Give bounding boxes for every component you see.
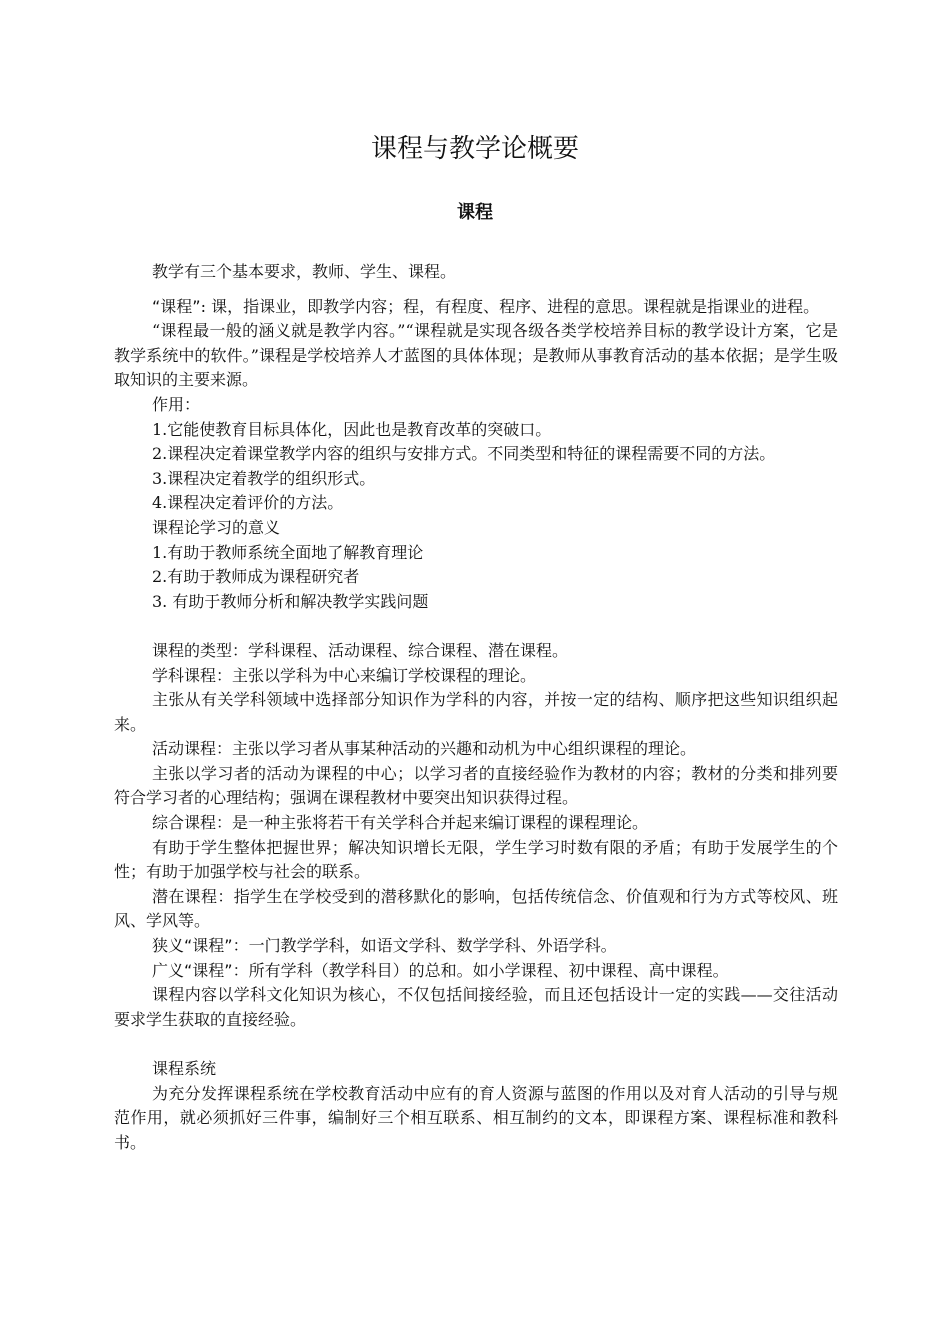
role-item-4: 4.课程决定着评价的方法。 — [152, 493, 344, 513]
document-title: 课程与教学论概要 — [370, 134, 579, 164]
types-heading: 课程的类型：学科课程、活动课程、综合课程、潜在课程。 — [152, 640, 569, 660]
role-item-3: 3.课程决定着教学的组织形式。 — [152, 468, 376, 488]
term-integrated-course: 综合课程 — [152, 813, 217, 833]
system-heading: 课程系统 — [152, 1059, 217, 1078]
paragraph-broad-definition — [114, 959, 838, 984]
paragraph-content: 课程内容以学科文化知识为核心，不仅包括间接经验，而且还包括设计一定的实践——交往活动要求学生获取的直接经验。 — [114, 985, 838, 1029]
significance-item-1: 1.有助于教师系统全面地了解教育理论 — [152, 542, 424, 562]
intro-paragraph: 教学有三个基本要求，教师、学生、课程。 — [152, 262, 457, 281]
term-narrow: 狭义“课程” — [152, 936, 233, 956]
significance-heading: 课程论学习的意义 — [152, 517, 281, 537]
paragraph-meaning: “课程最一般的涵义就是教学内容。”“课程就是实现各级各类学校培养目标的教学设计方案，它是教学系统中的软件。”课程是学校培养人才蓝图的具体体现；是教师从事教育活动的基本依据；是学生吸取知识的主要来源。 — [114, 321, 838, 390]
paragraph-integrated-detail: 有助于学生整体把握世界；解决知识增长无限，学生学习时数有限的矛盾；有助于发展学生的个性；有助于加强学校与社会的联系。 — [114, 837, 838, 882]
role-item-1: 1.它能使教育目标具体化，因此也是教育改革的突破口。 — [152, 419, 552, 439]
broad-text: ：所有学科（教学科目）的总和。如小学课程、初中课程、高中课程。 — [232, 960, 729, 980]
paragraph-subject-detail: 主张从有关学科领域中选择部分知识作为学科的内容，并按一定的结构、顺序把这些知识组织起来。 — [114, 690, 838, 734]
integrated-course-text: ：是一种主张将若干有关学科合并起来编订课程的课程理论。 — [216, 813, 649, 833]
paragraph-activity-course — [114, 737, 838, 762]
paragraph-activity-detail: 主张以学习者的活动为课程的中心；以学习者的直接经验作为教材的内容；教材的分类和排列要符合学习者的心理结构；强调在课程教材中要突出知识获得过程。 — [114, 763, 838, 808]
paragraph-subject-course — [114, 664, 838, 689]
hidden-course-text: ：指学生在学校受到的潜移默化的影响，包括传统信念、价值观和行为方式等校风、班风、学风等。 — [114, 886, 838, 931]
paragraph-integrated-course — [114, 811, 838, 836]
term-subject-course: 学科课程 — [152, 665, 217, 685]
term-broad: 广义“课程” — [152, 960, 233, 980]
document-body — [114, 260, 838, 1155]
term-hidden-course: 潜在课程 — [152, 886, 218, 906]
term-activity-course: 活动课程 — [152, 739, 217, 759]
narrow-text: ：一门教学学科，如语文学科、数学学科、外语学科。 — [232, 936, 617, 956]
activity-course-text: ：主张以学习者从事某种活动的兴趣和动机为中心组织课程的理论。 — [216, 739, 697, 759]
section-title: 课程 — [457, 202, 493, 223]
significance-item-2: 2.有助于教师成为课程研究者 — [152, 567, 360, 587]
role-item-2: 2.课程决定着课堂教学内容的组织与安排方式。不同类型和特征的课程需要不同的方法。 — [152, 444, 776, 464]
paragraph-role-heading: 作用： — [152, 394, 201, 414]
paragraph-system: 为充分发挥课程系统在学校教育活动中应有的育人资源与蓝图的作用以及对育人活动的引导与规范作用，就必须抓好三件事，编制好三个相互联系、相互制约的文本，即课程方案、课程标准和教科书。 — [114, 1083, 838, 1152]
paragraph-definition — [114, 295, 838, 320]
significance-item-3: 3. 有助于教师分析和解决教学实践问题 — [152, 591, 429, 611]
definition-text: : 课，指课业，即教学内容；程，有程度、程序、进程的意思。课程就是指课业的进程。 — [200, 296, 820, 316]
spacer — [114, 614, 838, 639]
term-kecheng: “课程” — [152, 296, 201, 316]
paragraph-hidden-course — [114, 885, 838, 934]
paragraph-narrow-definition — [114, 934, 838, 959]
subject-course-text: ：主张以学科为中心来编订学校课程的理论。 — [216, 665, 537, 685]
spacer — [114, 1032, 838, 1057]
